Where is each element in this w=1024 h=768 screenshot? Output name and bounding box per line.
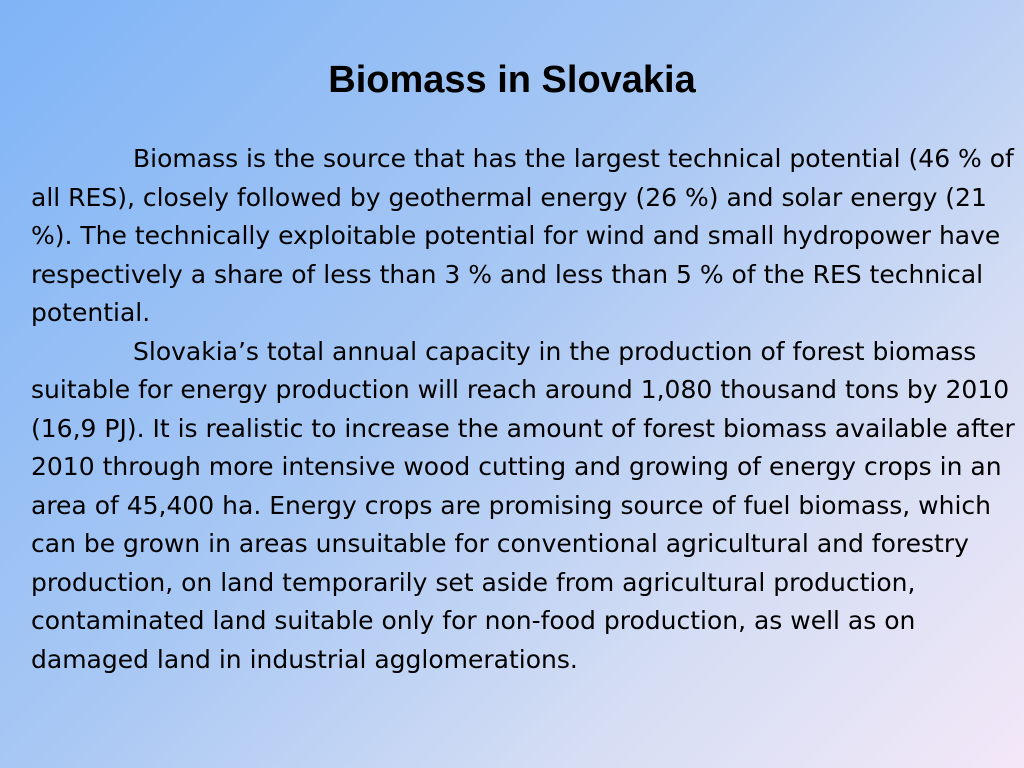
body-paragraph: Biomass is the source that has the largest technical potential (46 % of all RES), closely followed by geothermal energy (26 %) and solar energy (21 %). The technically exploitable potential for wind and small hydropower have respectively a share of less than 3 % and less than 5 % of the RES technical potential. — [31, 144, 1014, 327]
body-paragraph: Slovakia’s total annual capacity in the production of forest biomass suitable for energy production will reach around 1,080 thousand tons by 2010 (16,9 PJ). It is realistic to increase the amount of forest biomass available after 2010 through more intensive wood cutting and growing of energy crops in an area of 45,400 ha. Energy crops are promising source of fuel biomass, which can be grown in areas unsuitable for conventional agricultural and forestry production, on land temporarily set aside from agricultural production, contaminated land suitable only for non-food production, as well as on damaged land in industrial agglomerations. — [31, 336, 1015, 674]
slide-title: Biomass in Slovakia — [328, 59, 696, 101]
slide-body — [31, 140, 1015, 679]
